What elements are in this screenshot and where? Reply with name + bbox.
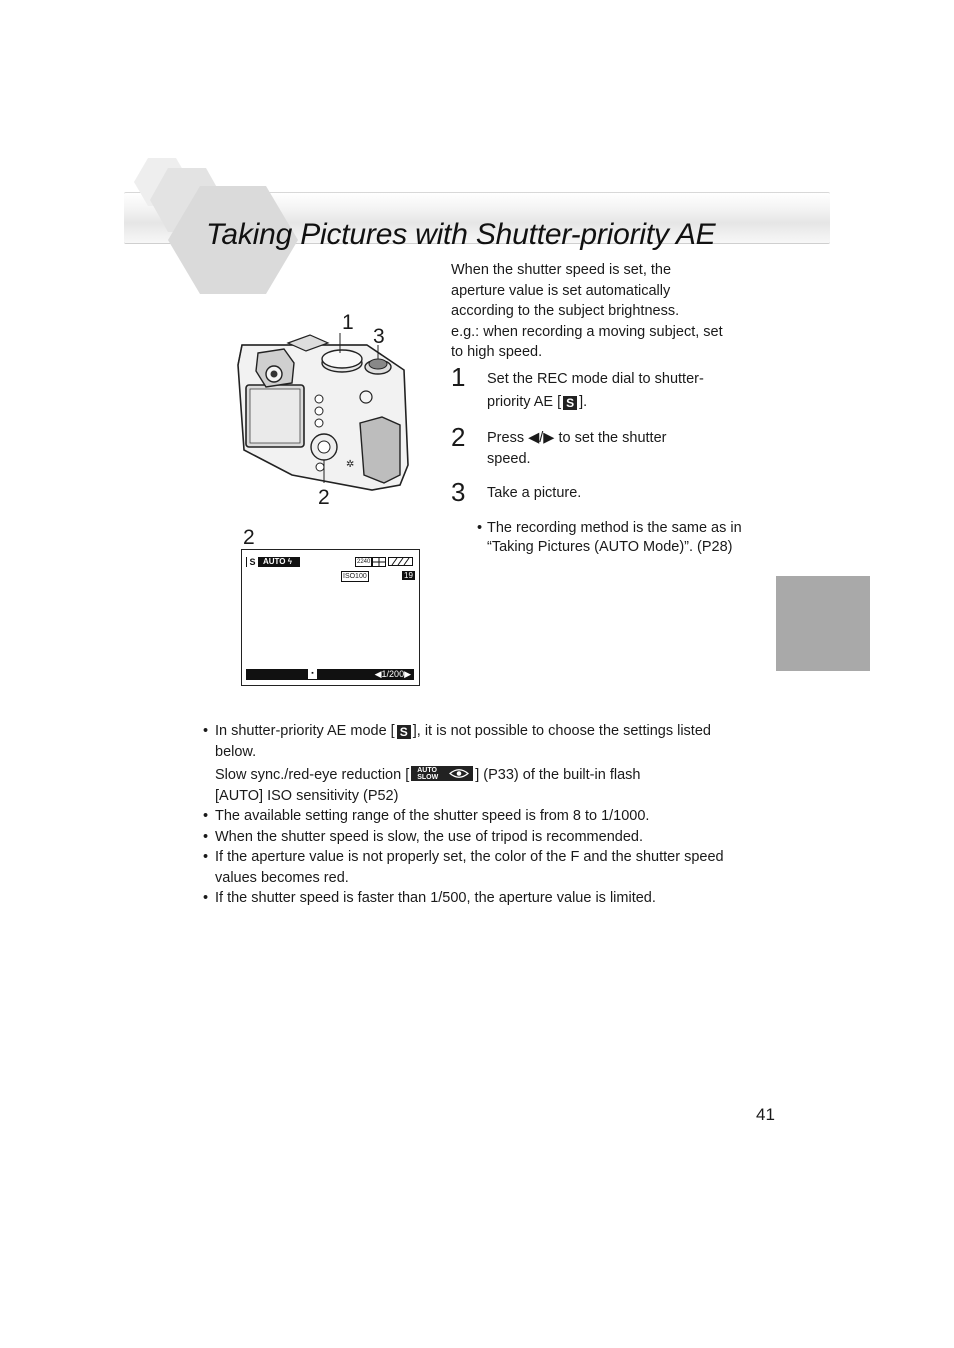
step-text-part: priority AE [ [487, 394, 562, 410]
page-title: Taking Pictures with Shutter-priority AE [206, 218, 716, 251]
bullet: • [203, 808, 209, 824]
step-number: 2 [451, 422, 466, 452]
step-text-part: ]. [579, 394, 588, 410]
step-text [487, 368, 749, 414]
intro-line: to high speed. [451, 344, 543, 360]
note-sub-item [203, 765, 743, 786]
bullet: • [203, 890, 209, 906]
lcd-bottom-bar [246, 669, 414, 680]
intro-line: e.g.: when recording a moving subject, set [451, 323, 723, 340]
camera-illustration [232, 325, 412, 495]
bullet: • [477, 520, 483, 536]
lcd-mode-s-icon: S [247, 557, 258, 567]
step-text-line: Press ◀/▶ to set the shutter [487, 430, 667, 446]
bullet: • [203, 828, 209, 845]
lcd-iso-value: ISO100 [343, 573, 367, 580]
note-text: ] (P33) of the built-in flash [475, 767, 641, 783]
lcd-auto-flash: AUTO ϟ [263, 557, 292, 566]
note-item [203, 806, 743, 827]
note-text: ], it is not possible to choose the settings listed below. [215, 723, 711, 760]
callout-1: 1 [342, 311, 354, 334]
note-text: In shutter-priority AE mode [ [215, 723, 395, 739]
svg-text:✲: ✲ [346, 459, 355, 470]
step-text [487, 428, 749, 470]
step-note [477, 519, 752, 557]
lcd-size-icon: 2240 [357, 559, 371, 565]
step-3 [451, 479, 751, 507]
step-1 [451, 364, 751, 414]
shutter-priority-s-icon: S [397, 725, 411, 739]
lcd-bar-marker: ▪ [308, 669, 317, 679]
intro-line: according to the subject brightness. [451, 303, 680, 319]
note-text: If the shutter speed is faster than 1/500, the aperture value is limited. [215, 890, 656, 906]
step-text-line: Set the REC mode dial to shutter- [487, 371, 704, 387]
step-number: 3 [451, 477, 466, 507]
note-item [203, 888, 743, 909]
note-item [203, 827, 743, 848]
callout-2: 2 [318, 486, 330, 509]
lcd-screen [241, 549, 420, 686]
bullet: • [203, 723, 209, 739]
intro-paragraph [451, 260, 751, 363]
shutter-priority-s-icon: S [563, 396, 577, 410]
lcd-shutter-speed: ◀1/200▶ [374, 669, 411, 679]
lcd-status-bar [246, 557, 300, 567]
step-number: 1 [451, 362, 466, 392]
intro-line: When the shutter speed is set, the [451, 262, 672, 278]
step-text-line: speed. [487, 451, 531, 467]
page-number: 41 [756, 1105, 775, 1124]
note-text: The available setting range of the shutter speed is from 8 to 1/1000. [215, 808, 650, 824]
eye-icon [449, 768, 469, 779]
notes-section [203, 721, 743, 909]
step-text: Take a picture. [487, 485, 582, 501]
lcd-step-label: 2 [243, 526, 255, 549]
battery-icon [388, 557, 414, 566]
callout-3: 3 [373, 325, 385, 348]
note-sub-item: [AUTO] ISO sensitivity (P52) [215, 787, 399, 804]
quality-icon [372, 557, 386, 567]
step-note-text: The recording method is the same as in “Taking Pictures (AUTO Mode)”. (P28) [487, 520, 742, 555]
bullet: • [203, 849, 209, 865]
note-item [203, 847, 743, 888]
note-text: If the aperture value is not properly set, the color of the F and the shutter speed values becomes red. [215, 849, 724, 886]
badge-text: AUTO [417, 767, 437, 774]
lcd-shots-remaining: 19 [404, 571, 413, 580]
intro-line: aperture value is set automatically [451, 282, 671, 299]
step-text-line [487, 391, 749, 414]
note-text: When the shutter speed is slow, the use of tripod is recommended. [215, 828, 643, 845]
chapter-side-tab [776, 576, 870, 671]
note-item [203, 721, 743, 762]
auto-slow-red-eye-icon [411, 766, 473, 781]
note-text: Slow sync./red-eye reduction [ [215, 767, 410, 783]
step-2 [451, 424, 751, 470]
badge-text: SLOW [417, 774, 439, 781]
